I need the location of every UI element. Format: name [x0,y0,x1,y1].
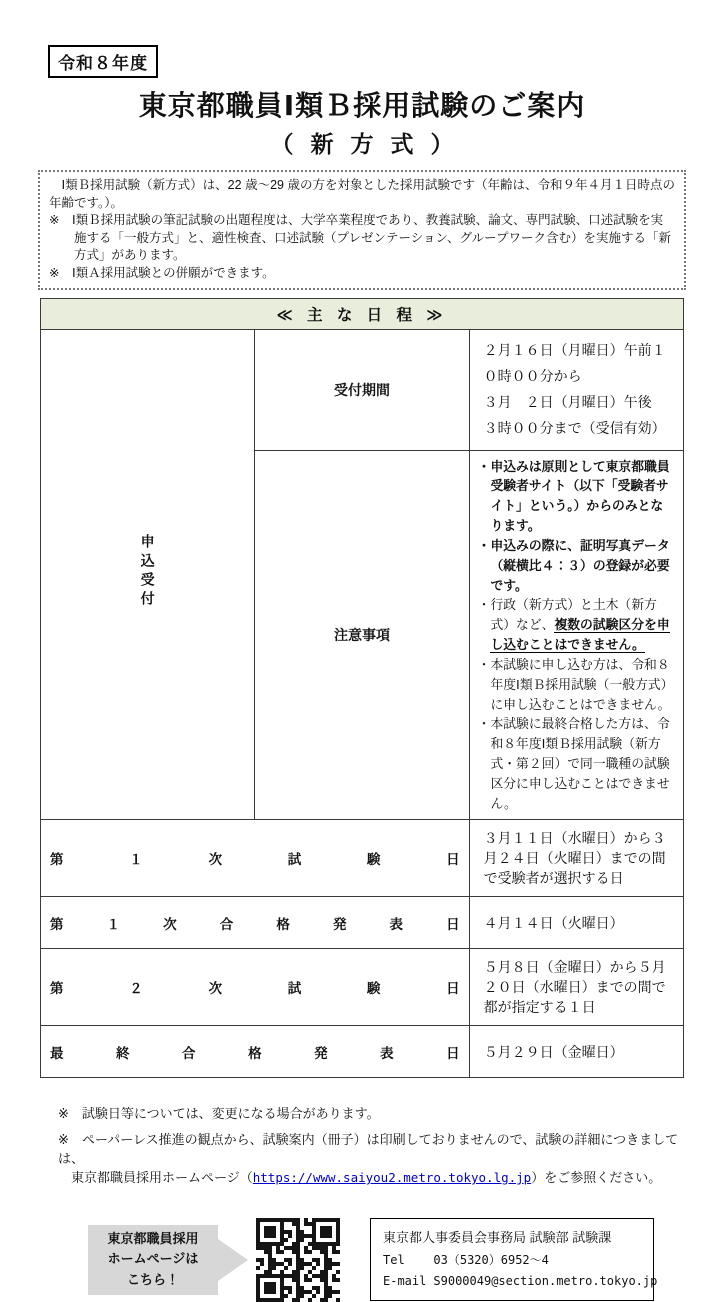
intro-box [38,170,686,290]
final-pass-label-cell [41,1026,470,1078]
final-pass-label: 最終合格発表日 [50,1045,460,1061]
homepage-suffix: ）をご参照ください。 [531,1170,662,1185]
reception-end: ３月 ２日（月曜日）午後 ３時００分まで（受信有効） [483,393,666,436]
intro-paragraph: Ⅰ類Ｂ採用試験（新方式）は、22 歳～29 歳の方を対象とした採用試験です（年齢は、令和９年４月１日時点の年齢です。）。 [49,178,675,210]
first-pass-value: ４月１４日（火曜日） [469,897,683,949]
first-pass-row [41,897,684,949]
bubble-line-3: こちら！ [126,1272,179,1288]
homepage-callout-bubble [88,1225,218,1295]
footer-note-2 [58,1131,684,1188]
second-exam-row [41,949,684,1026]
notice-item-3 [478,595,675,654]
reception-period-label: 受付期間 [255,330,469,451]
second-exam-value: ５月８日（金曜日）から５月２０日（水曜日）までの間で都が指定する１日 [469,949,683,1026]
reception-period-row [41,330,684,451]
footer-note-1: ※ 試験日等については、変更になる場合があります。 [58,1106,380,1122]
notice-item-3-prefix: ・行政（新方式）と土木（新方式）など、 [477,597,657,633]
second-exam-label-cell [41,949,470,1026]
notice-item-3-emphasis: 複数の試験区分を申し込むことはできません。 [490,617,670,653]
notice-item-5: ・本試験に最終合格した方は、令和８年度Ⅰ類Ｂ採用試験（新方式・第２回）で同一職種の試験区分に申し込むことはできません。 [477,716,670,811]
notice-label: 注意事項 [255,450,469,820]
intro-note-2: ※ Ⅰ類Ａ採用試験との併願ができます。 [49,265,275,280]
final-pass-value: ５月２９日（金曜日） [469,1026,683,1078]
notice-item-1: ・申込みは原則として東京都職員受験者サイト（以下「受験者サイト」という。）からのみとなります。 [477,458,670,534]
bubble-line-2: ホームページは [107,1251,199,1267]
notice-item-2: ・申込みの際に、証明写真データ（縦横比４：３）の登録が必要です。 [477,537,670,593]
first-exam-row [41,820,684,897]
footer-notes [58,1105,684,1187]
first-exam-label-cell [41,820,470,897]
application-group-label: 申込受付 [139,534,156,611]
tel-label: Tel [383,1253,405,1268]
reception-start: ２月１６日（月曜日）午前１０時００分から [483,342,666,384]
bottom-section [88,1218,724,1302]
schedule-header: ≪ 主 な 日 程 ≫ [41,299,684,330]
contact-email-line [383,1271,658,1292]
year-badge: 令和８年度 [48,45,158,78]
homepage-link[interactable]: https://www.saiyou2.metro.tokyo.lg.jp [252,1170,532,1185]
contact-tel-line [383,1250,641,1271]
first-exam-label: 第１次試験日 [50,852,460,868]
qr-code [256,1218,340,1302]
contact-org: 東京都人事委員会事務局 試験部 試験課 [383,1230,612,1246]
homepage-prefix: 東京都職員採用ホームページ（ [71,1170,253,1185]
reception-period-value [469,330,683,451]
second-exam-label: 第２次試験日 [50,981,460,997]
footer-note-2-line2 [58,1169,684,1188]
first-exam-value: ３月１１日（水曜日）から３月２４日（火曜日）までの間で受験者が選択する日 [469,820,683,897]
bubble-line-1: 東京都職員採用 [107,1230,199,1246]
footer-note-2-line1: ※ ペーパーレス推進の観点から、試験案内（冊子）は印刷しておりませんので、試験の詳細につきましては、 [58,1132,679,1167]
application-group-cell [41,330,255,820]
tel-value: 03（5320）6952～4 [433,1253,549,1268]
schedule-table [40,298,684,1078]
email-label: E-mail [383,1274,427,1289]
homepage-callout [88,1225,248,1295]
first-pass-label-cell [41,897,470,949]
page-title: 東京都職員Ⅰ類Ｂ採用試験のご案内 [138,90,586,121]
schedule-header-row [41,299,684,330]
intro-note-1: ※ Ⅰ類Ｂ採用試験の筆記試験の出題程度は、大学卒業程度であり、教養試験、論文、専門試験、口述試験を実施する「一般方式」と、適性検査、口述試験（プレゼンテーション、グループワーク含む）を実施する「新方式」があります。 [49,213,672,262]
first-pass-label: 第１次合格発表日 [50,916,460,932]
page-subtitle: （新方式） [270,131,471,157]
bubble-pointer-triangle [218,1239,248,1281]
notice-list [469,450,683,820]
email-value: S9000049@section.metro.tokyo.jp [433,1274,658,1289]
final-pass-row [41,1026,684,1078]
contact-box [370,1218,658,1301]
notice-item-4: ・本試験に申し込む方は、令和８年度Ⅰ類Ｂ採用試験（一般方式）に申し込むことはできません。 [477,656,674,712]
